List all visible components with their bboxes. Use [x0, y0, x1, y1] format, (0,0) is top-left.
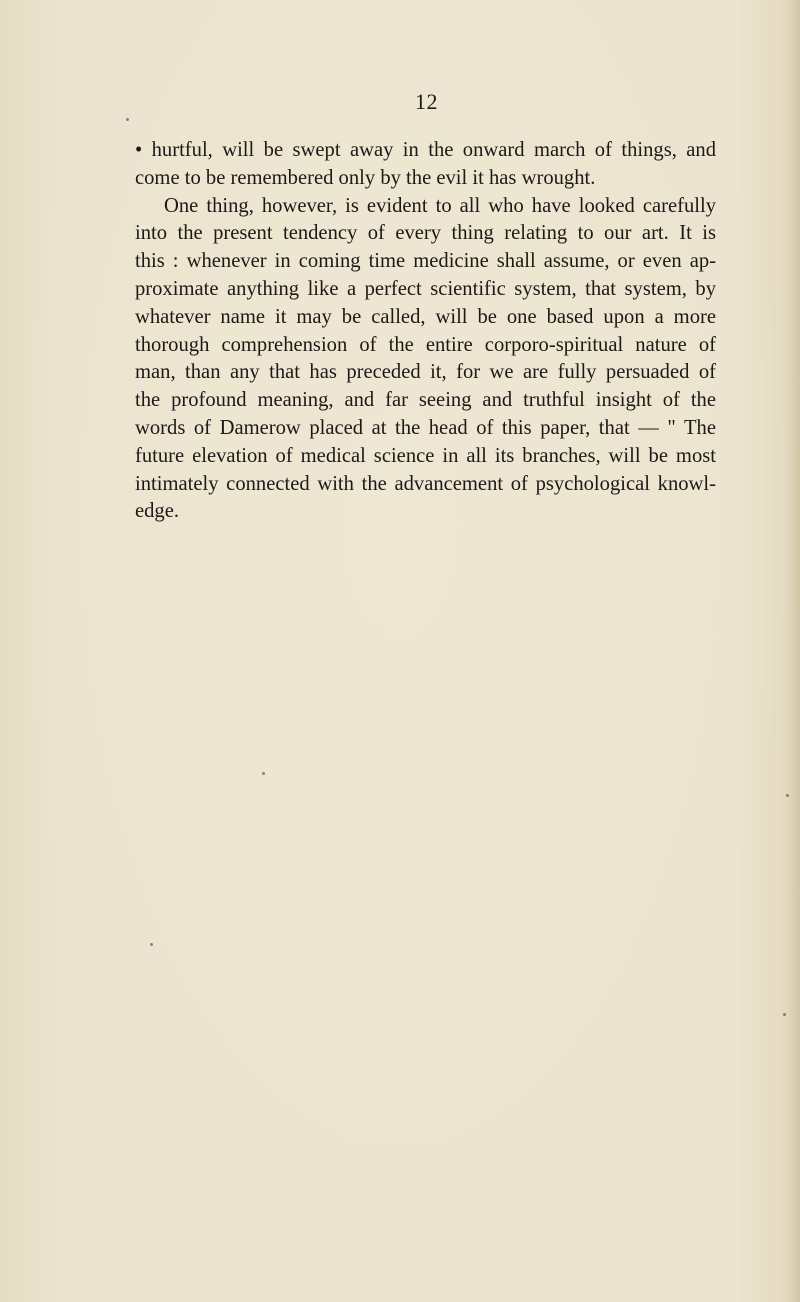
text-line: proximate anything like a perfect scientific system, that system, by [135, 277, 716, 300]
text-line: One thing, however, is evident to all who have looked carefully [164, 194, 716, 217]
text-line: intimately connected with the advancement of psychological knowl- [135, 472, 716, 495]
text-line: this : whenever in coming time medicine shall assume, or even ap- [135, 250, 716, 273]
paper-speck [150, 943, 153, 946]
paper-speck [786, 794, 789, 797]
paper-speck [262, 772, 265, 775]
text-line: come to be remembered only by the evil it has wrought. [135, 166, 596, 189]
text-line: whatever name it may be called, will be one based upon a more [135, 305, 716, 328]
text-line: thorough comprehension of the entire corporo-spiritual nature of [135, 333, 716, 356]
paper-speck [783, 1013, 786, 1016]
text-line: future elevation of medical science in all its branches, will be most [135, 444, 716, 467]
body-paragraph [135, 137, 716, 526]
text-line: the profound meaning, and far seeing and truthful insight of the [135, 389, 716, 412]
text-line: • hurtful, will be swept away in the onward march of things, and [135, 139, 716, 161]
page-number: 12 [415, 89, 438, 114]
text-line: words of Damerow placed at the head of this paper, that — " The [135, 416, 716, 439]
text-line: edge. [135, 500, 180, 523]
paper-speck [126, 118, 129, 121]
text-line: into the present tendency of every thing relating to our art. It is [135, 222, 716, 245]
page-edge-shadow [786, 0, 800, 1302]
text-line: man, than any that has preceded it, for we are fully persuaded of [135, 361, 716, 384]
